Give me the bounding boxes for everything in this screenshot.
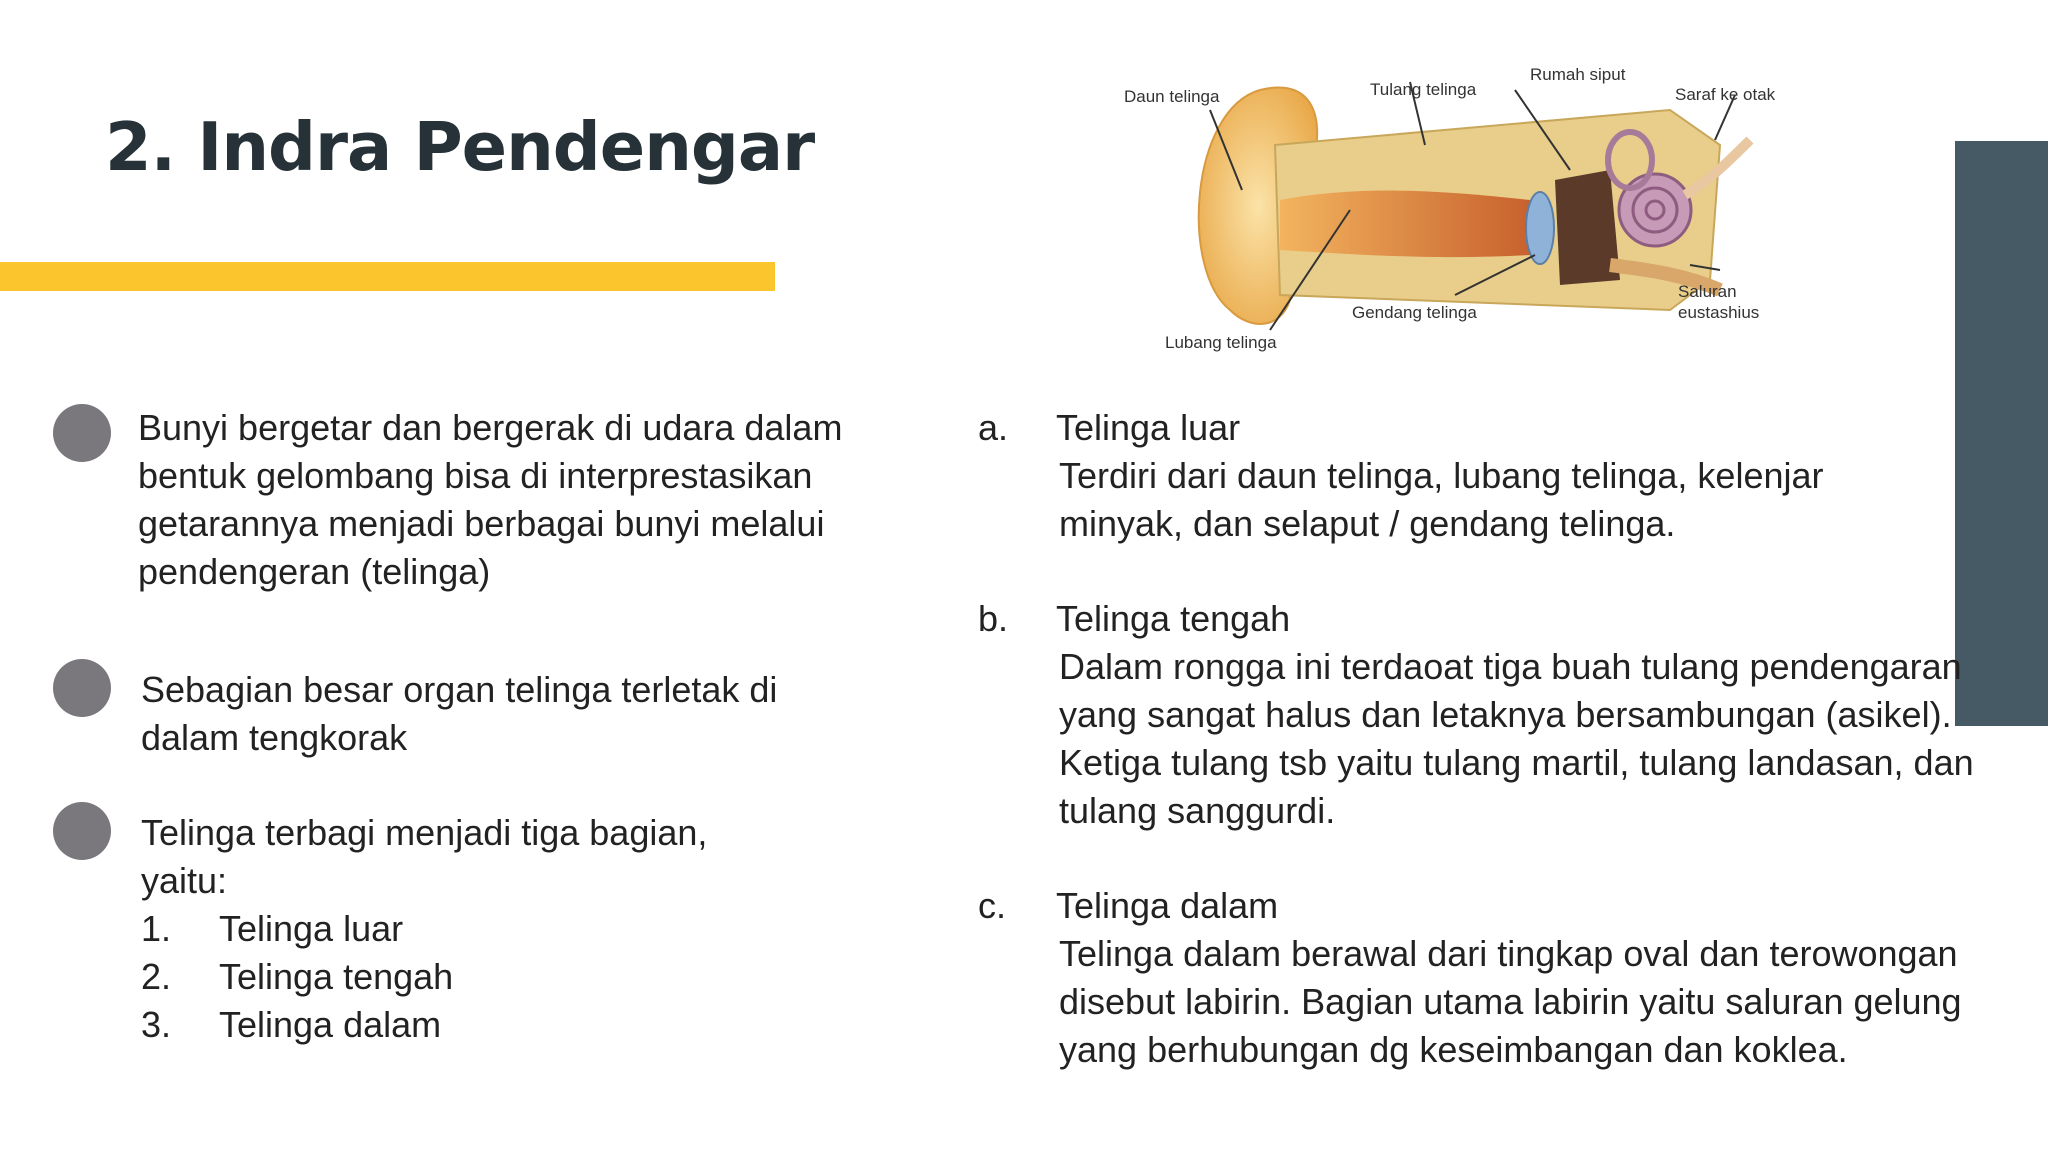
part-heading: Telinga luar (1056, 407, 1241, 448)
bullet-text: Telinga terbagi menjadi tiga bagian, yaitu: (141, 812, 708, 901)
list-text: Telinga tengah (219, 956, 454, 997)
numbered-list (141, 905, 801, 1049)
bullet-dot (53, 659, 111, 717)
label-gendang-telinga: Gendang telinga (1352, 303, 1477, 322)
list-number: 1. (141, 908, 172, 949)
ear-part-c (978, 882, 2008, 1074)
list-text: Telinga luar (219, 908, 404, 949)
title-underline-bar (0, 262, 775, 291)
ear-canal-shape (1280, 191, 1530, 258)
list-number: 3. (141, 1004, 172, 1045)
part-body: Terdiri dari daun telinga, lubang telinga, kelenjar minyak, dan selaput / gendang telinga. (1059, 455, 1824, 544)
bullet-dot (53, 404, 111, 462)
part-letter: b. (978, 598, 1009, 639)
part-letter: a. (978, 407, 1009, 448)
list-item (141, 1001, 801, 1049)
ear-part-b (978, 595, 1978, 835)
bullet-text: Bunyi bergetar dan bergerak di udara dalam bentuk gelombang bisa di interprestasikan getarannya menjadi berbagai bunyi melalui pendengeran (telinga) (138, 407, 843, 592)
list-text: Telinga dalam (219, 1004, 442, 1045)
label-rumah-siput: Rumah siput (1530, 65, 1626, 84)
label-tulang-telinga: Tulang telinga (1370, 80, 1477, 99)
label-lubang-telinga: Lubang telinga (1165, 333, 1277, 352)
bullet-dot (53, 802, 111, 860)
part-letter: c. (978, 885, 1007, 926)
part-heading: Telinga tengah (1056, 598, 1291, 639)
page-title: 2. Indra Pendengar (105, 108, 815, 186)
list-item (141, 953, 801, 1001)
part-heading: Telinga dalam (1056, 885, 1279, 926)
bullet-text-list (141, 809, 801, 1049)
label-saluran: Saluran (1678, 282, 1737, 301)
list-number: 2. (141, 956, 172, 997)
eardrum-shape (1526, 192, 1554, 264)
ear-part-a (978, 404, 1918, 548)
label-daun-telinga: Daun telinga (1124, 87, 1220, 106)
bullet-text: Sebagian besar organ telinga terletak di dalam tengkorak (141, 669, 778, 758)
part-body: Telinga dalam berawal dari tingkap oval dan terowongan disebut labirin. Bagian utama labirin yaitu saluran gelung yang berhubungan dg keseimbangan dan koklea. (1059, 933, 1962, 1070)
ear-anatomy-diagram (1110, 50, 1810, 360)
list-item (141, 905, 801, 953)
label-eustashius: eustashius (1678, 303, 1760, 322)
label-saraf-ke-otak: Saraf ke otak (1675, 85, 1776, 104)
cochlea-shape (1619, 174, 1691, 246)
part-body: Dalam rongga ini terdaoat tiga buah tulang pendengaran yang sangat halus dan letaknya bersambungan (asikel). Ketiga tulang tsb yaitu tulang martil, tulang landasan, dan tulang sanggurdi. (1059, 646, 1974, 831)
